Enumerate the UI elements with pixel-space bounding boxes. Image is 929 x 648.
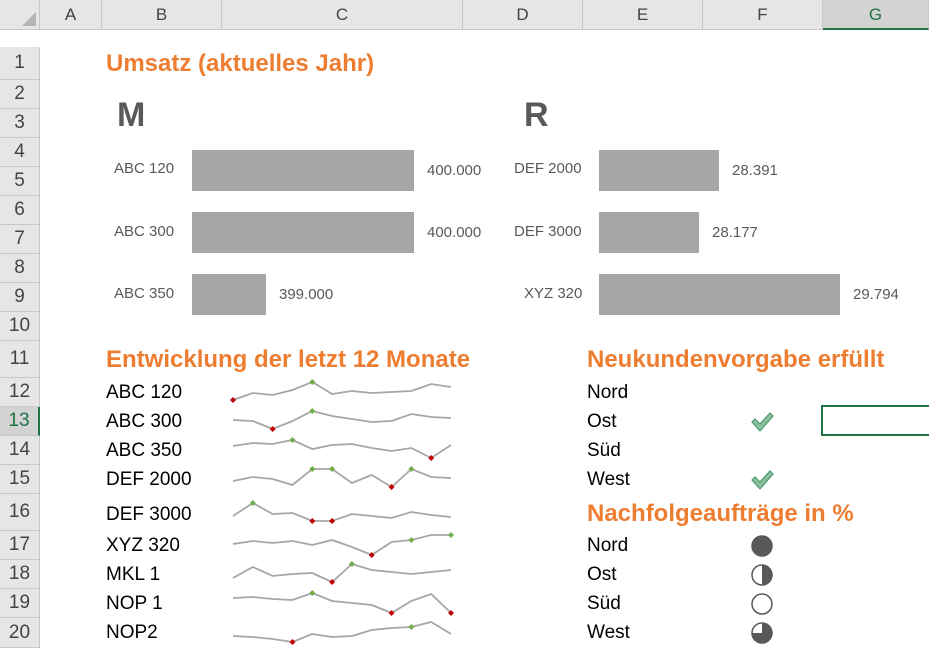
trend-product-2: ABC 300	[106, 411, 183, 432]
followup-title: Nachfolgeaufträge in %	[587, 500, 854, 527]
row-header-18[interactable]: 18	[0, 560, 40, 589]
bar-label-m-2: ABC 300	[114, 223, 175, 240]
customers-region-nord: Nord	[587, 382, 629, 403]
sparkline-2	[233, 411, 451, 429]
customers-region-sued: Süd	[587, 440, 621, 461]
sales-title: Umsatz (aktuelles Jahr)	[106, 50, 375, 77]
sparkline-6	[233, 535, 451, 555]
row-header-3[interactable]: 3	[0, 109, 40, 138]
column-header-c[interactable]: C	[222, 0, 463, 30]
sparkline-high-marker	[309, 590, 315, 596]
sparkline-9	[233, 622, 451, 642]
bar-value-r-2: 28.177	[712, 224, 758, 241]
sparkline-low-marker	[289, 639, 295, 645]
row-header-11[interactable]: 11	[0, 341, 40, 378]
trend-product-5: DEF 3000	[106, 504, 192, 525]
group-m-label: M	[117, 96, 146, 134]
sparkline-4	[233, 469, 451, 487]
sparkline-1	[233, 382, 451, 400]
row-header-8[interactable]: 8	[0, 254, 40, 283]
customers-title: Neukundenvorgabe erfüllt	[587, 346, 885, 373]
sparkline-3	[233, 440, 451, 458]
row-header-12[interactable]: 12	[0, 378, 40, 407]
trend-product-7: MKL 1	[106, 564, 161, 585]
sparkline-5	[233, 503, 451, 521]
row-header-17[interactable]: 17	[0, 531, 40, 560]
bar-label-m-3: ABC 350	[114, 285, 175, 302]
column-header-g[interactable]: G	[823, 0, 929, 30]
followup-region-nord: Nord	[587, 535, 629, 556]
check-icon-west	[750, 469, 774, 491]
trend-product-6: XYZ 320	[106, 535, 180, 556]
harvey-ball-full-icon	[750, 534, 774, 558]
column-header-e[interactable]: E	[583, 0, 703, 30]
row-header-16[interactable]: 16	[0, 494, 40, 531]
bar-label-m-1: ABC 120	[114, 160, 175, 177]
followup-region-west: West	[587, 622, 630, 643]
row-header-6[interactable]: 6	[0, 196, 40, 225]
sparkline-7	[233, 564, 451, 582]
row-header-20[interactable]: 20	[0, 618, 40, 648]
harvey-ball-empty-icon	[750, 592, 774, 616]
check-icon-ost	[750, 411, 774, 433]
column-header-d[interactable]: D	[463, 0, 583, 30]
sparkline-low-marker	[329, 518, 335, 524]
bar-value-r-1: 28.391	[732, 162, 778, 179]
sparkline-low-marker	[309, 518, 315, 524]
bar-value-m-1: 400.000	[427, 162, 482, 179]
bar-label-r-1: DEF 2000	[514, 160, 582, 177]
followup-region-sued: Süd	[587, 593, 621, 614]
trend-product-8: NOP 1	[106, 593, 163, 614]
bar-label-r-2: DEF 3000	[514, 223, 582, 240]
row-header-15[interactable]: 15	[0, 465, 40, 494]
sparkline-high-marker	[289, 437, 295, 443]
sparkline-low-marker	[230, 397, 236, 403]
trend-product-9: NOP2	[106, 622, 158, 643]
followup-region-ost: Ost	[587, 564, 617, 585]
sparkline-high-marker	[408, 624, 414, 630]
column-header-b[interactable]: B	[102, 0, 222, 30]
column-header-a[interactable]: A	[40, 0, 102, 30]
row-header-7[interactable]: 7	[0, 225, 40, 254]
sparkline-high-marker	[448, 532, 454, 538]
selected-cell-g13[interactable]	[821, 405, 929, 436]
trend-product-3: ABC 350	[106, 440, 183, 461]
row-header-5[interactable]: 5	[0, 167, 40, 196]
row-header-14[interactable]: 14	[0, 436, 40, 465]
bar-value-r-3: 29.794	[853, 286, 899, 303]
row-header-10[interactable]: 10	[0, 312, 40, 341]
harvey-ball-three-quarter-icon	[750, 621, 774, 645]
bar-value-m-2: 400.000	[427, 224, 482, 241]
customers-region-west: West	[587, 469, 630, 490]
row-header-13[interactable]: 13	[0, 407, 40, 436]
sparkline-low-marker	[270, 426, 276, 432]
trend-product-4: DEF 2000	[106, 469, 192, 490]
harvey-ball-half-icon	[750, 563, 774, 587]
bar-label-r-3: XYZ 320	[524, 285, 583, 302]
row-header-4[interactable]: 4	[0, 138, 40, 167]
sparkline-high-marker	[408, 537, 414, 543]
column-header-f[interactable]: F	[703, 0, 823, 30]
row-header-1[interactable]: 1	[0, 47, 40, 80]
group-r-label: R	[524, 96, 549, 134]
trend-product-1: ABC 120	[106, 382, 183, 403]
row-header-9[interactable]: 9	[0, 283, 40, 312]
sparkline-high-marker	[309, 408, 315, 414]
trend-title: Entwicklung der letzt 12 Monate	[106, 346, 471, 373]
row-header-19[interactable]: 19	[0, 589, 40, 618]
bar-value-m-3: 399.000	[279, 286, 334, 303]
row-header-2[interactable]: 2	[0, 80, 40, 109]
sparkline-8	[233, 593, 451, 613]
customers-region-ost: Ost	[587, 411, 617, 432]
